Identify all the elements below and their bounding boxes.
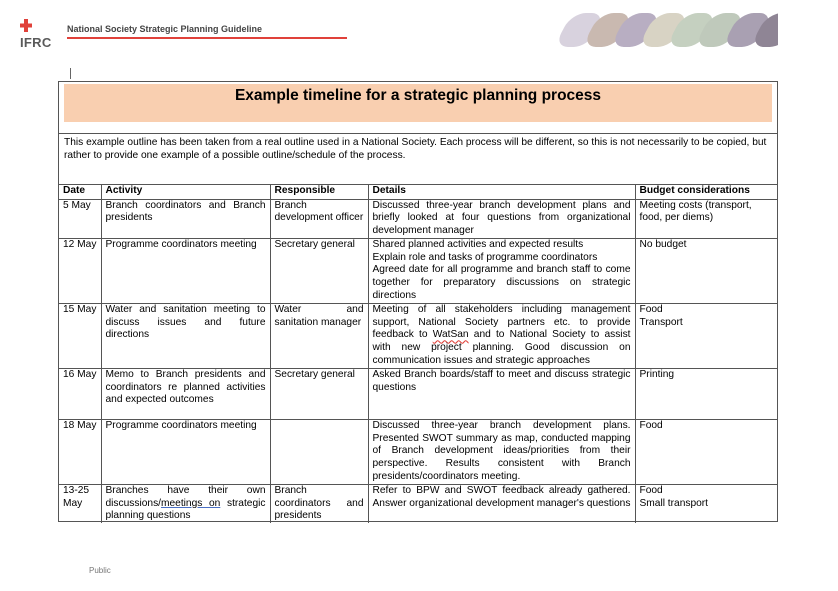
logo-text: IFRC <box>20 35 52 50</box>
details-cell: Refer to BPW and SWOT feedback already gathered. Answer organizational development manager's questions <box>368 484 635 523</box>
budget-line: Small transport <box>639 497 709 509</box>
activity-cell: Memo to Branch presidents and coordinators re planned activities and expected outcomes <box>101 368 270 419</box>
details-line: Shared planned activities and expected results <box>372 238 584 250</box>
col-header-date: Date <box>59 185 101 199</box>
timeline-table-frame <box>58 81 778 522</box>
date-cell: 15 May <box>59 303 101 368</box>
date-cell: 18 May <box>59 419 101 484</box>
budget-line: Food <box>639 303 663 315</box>
decorative-pills-banner <box>548 9 778 49</box>
details-line: Explain role and tasks of programme coordinators <box>372 251 598 263</box>
document-title: National Society Strategic Planning Guideline <box>67 24 263 34</box>
budget-cell: No budget <box>635 238 777 303</box>
table-title: Example timeline for a strategic planning process <box>234 87 602 104</box>
col-header-activity: Activity <box>101 185 270 199</box>
table-row <box>59 238 777 303</box>
classification-label: Public <box>89 566 111 575</box>
table-row <box>59 419 777 484</box>
spellcheck-flagged-word: WatSan <box>432 329 469 341</box>
date-cell: 13-25 May <box>59 484 101 523</box>
divider-line <box>59 133 777 134</box>
responsible-cell <box>270 419 368 484</box>
title-band <box>64 84 772 122</box>
budget-cell: Food <box>635 419 777 484</box>
budget-line: Food <box>639 484 663 496</box>
table-row <box>59 484 777 523</box>
table-row <box>59 368 777 419</box>
details-cell: Discussed three-year branch development plans and briefly looked at four questions from organizational development manager <box>368 199 635 238</box>
col-header-details: Details <box>368 185 635 199</box>
budget-cell: Printing <box>635 368 777 419</box>
activity-cell: Programme coordinators meeting <box>101 419 270 484</box>
red-cross-crescent-icon <box>20 18 56 34</box>
date-cell: 16 May <box>59 368 101 419</box>
col-header-responsible: Responsible <box>270 185 368 199</box>
responsible-cell: Secretary general <box>270 238 368 303</box>
table-row <box>59 303 777 368</box>
budget-cell <box>635 484 777 523</box>
activity-text: Branches have their own discussions/ <box>105 484 266 509</box>
details-cell: Asked Branch boards/staff to meet and discuss strategic questions <box>368 368 635 419</box>
text-cursor-marker <box>70 68 71 79</box>
activity-text: strategic planning questions <box>105 497 266 522</box>
details-text: and to National Society to assist with new project planning. Good discussion on communication issues and strategic approaches <box>372 329 631 367</box>
table-row <box>59 199 777 238</box>
tracked-change-text: meetings on <box>161 497 221 509</box>
header-row <box>59 185 777 199</box>
activity-cell: Water and sanitation meeting to discuss issues and future directions <box>101 303 270 368</box>
budget-line: Transport <box>639 316 683 328</box>
details-text: Meeting of all stakeholders including management support, National Society partners etc. to provide feedback to <box>372 303 631 341</box>
responsible-cell: Water and sanitation manager <box>270 303 368 368</box>
ifrc-logo <box>20 18 56 50</box>
details-cell <box>368 303 635 368</box>
title-underline <box>67 37 347 39</box>
details-line: Agreed date for all programme and branch staff to come together for preparatory discussions on strategic directions <box>372 264 631 302</box>
details-cell: Discussed three-year branch development plans. Presented SWOT summary as map, conducted mapping of Branch development ideas/priorities from their perspective. Results consistent with Branch presidents/coordinators meeting. <box>368 419 635 484</box>
date-cell: 5 May <box>59 199 101 238</box>
intro-paragraph: This example outline has been taken from a real outline used in a National Society. Each process will be different, so this is not necessarily to be copied, but rather to provide one example of a possible outline/schedule of the process. <box>64 137 767 161</box>
details-cell <box>368 238 635 303</box>
budget-cell: Meeting costs (transport, food, per diems) <box>635 199 777 238</box>
responsible-cell: Secretary general <box>270 368 368 419</box>
responsible-cell: Branch coordinators and presidents <box>270 484 368 523</box>
date-cell: 12 May <box>59 238 101 303</box>
schedule-table <box>59 185 777 523</box>
activity-cell: Branch coordinators and Branch presidents <box>101 199 270 238</box>
responsible-cell: Branch development officer <box>270 199 368 238</box>
activity-cell <box>101 484 270 523</box>
activity-cell: Programme coordinators meeting <box>101 238 270 303</box>
col-header-budget: Budget considerations <box>635 185 777 199</box>
budget-cell <box>635 303 777 368</box>
